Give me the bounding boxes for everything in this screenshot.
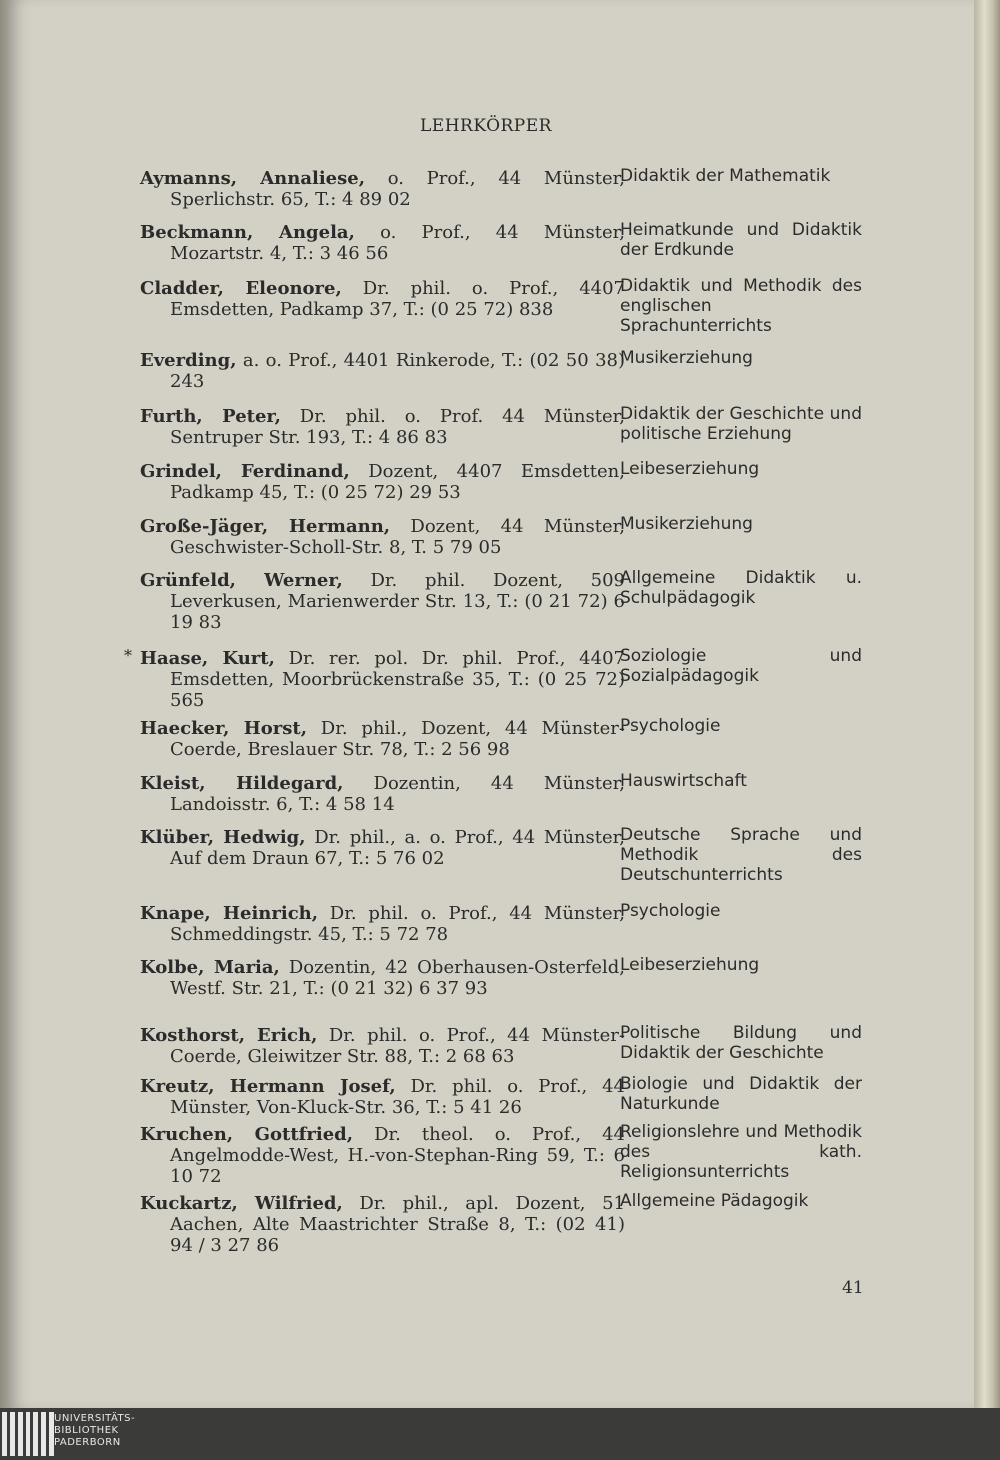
faculty-details: Dozentin, 42 Oberhausen-Osterfeld, Westf. Str. 21, T.: (0 21 32) 6 37 93: [170, 957, 625, 999]
faculty-subject: Deutsche Sprache und Methodik des Deutschunterrichts: [620, 825, 862, 885]
faculty-subject: Heimatkunde und Didaktik der Erdkunde: [620, 220, 862, 260]
faculty-details: o. Prof., 44 Münster, Sperlichstr. 65, T.: 4 89 02: [170, 168, 625, 210]
faculty-person: [140, 461, 625, 503]
faculty-details: o. Prof., 44 Münster, Mozartstr. 4, T.: 3 46 56: [170, 222, 625, 264]
faculty-name: Haase, Kurt,: [140, 648, 275, 669]
faculty-person: [140, 278, 625, 320]
faculty-person: [140, 1025, 625, 1067]
faculty-name: Aymanns, Annaliese,: [140, 168, 365, 189]
faculty-name: Furth, Peter,: [140, 406, 281, 427]
faculty-details: Dozent, 44 Münster, Geschwister-Scholl-Str. 8, T. 5 79 05: [170, 516, 625, 558]
faculty-details: a. o. Prof., 4401 Rinkerode, T.: (02 50 38) 243: [170, 350, 625, 392]
faculty-details: Dr. phil. Dozent, 509 Leverkusen, Marienwerder Str. 13, T.: (0 21 72) 6 19 83: [170, 570, 625, 633]
faculty-person: [140, 1124, 625, 1187]
faculty-person: [140, 222, 625, 264]
faculty-name: Grünfeld, Werner,: [140, 570, 343, 591]
faculty-name: Kuckartz, Wilfried,: [140, 1193, 343, 1214]
faculty-subject: Politische Bildung und Didaktik der Geschichte: [620, 1023, 862, 1063]
faculty-person: [140, 516, 625, 558]
faculty-name: Kreutz, Hermann Josef,: [140, 1076, 396, 1097]
faculty-subject: Didaktik und Methodik des englischen Sprachunterrichts: [620, 276, 862, 336]
faculty-person: [140, 957, 625, 999]
library-logo-icon: [0, 1412, 54, 1456]
faculty-person: [140, 168, 625, 210]
faculty-person: [140, 570, 625, 633]
faculty-details: Dr. phil. o. Prof., 44 Münster, Von-Kluck-Str. 36, T.: 5 41 26: [170, 1076, 625, 1118]
faculty-name: Klüber, Hedwig,: [140, 827, 306, 848]
page-number: 41: [842, 1278, 864, 1298]
faculty-name: Beckmann, Angela,: [140, 222, 355, 243]
faculty-subject: Psychologie: [620, 716, 721, 736]
library-logo-text: UNIVERSITÄTS- BIBLIOTHEK PADERBORN: [54, 1413, 136, 1448]
faculty-person: [140, 350, 625, 392]
faculty-details: Dr. phil. o. Prof., 44 Münster-Coerde, Gleiwitzer Str. 88, T.: 2 68 63: [170, 1025, 625, 1067]
faculty-details: Dr. phil. o. Prof., 4407 Emsdetten, Padkamp 37, T.: (0 25 72) 838: [170, 278, 626, 320]
faculty-name: Kolbe, Maria,: [140, 957, 280, 978]
faculty-subject: Musikerziehung: [620, 514, 753, 534]
faculty-name: Kosthorst, Erich,: [140, 1025, 318, 1046]
faculty-details: Dozent, 4407 Emsdetten, Padkamp 45, T.: (0 25 72) 29 53: [170, 461, 625, 503]
faculty-details: Dr. phil. o. Prof. 44 Münster, Sentruper Str. 193, T.: 4 86 83: [170, 406, 625, 448]
faculty-person: [140, 1193, 625, 1256]
faculty-person: [140, 903, 625, 945]
faculty-subject: Didaktik der Geschichte und politische Erziehung: [620, 404, 862, 444]
faculty-person: [140, 718, 625, 760]
faculty-name: Große-Jäger, Hermann,: [140, 516, 391, 537]
faculty-person: [140, 406, 625, 448]
faculty-subject: Allgemeine Pädagogik: [620, 1191, 809, 1211]
faculty-subject: Didaktik der Mathematik: [620, 166, 831, 186]
faculty-details: Dr. phil., apl. Dozent, 51 Aachen, Alte Maastrichter Straße 8, T.: (02 41) 94 / 3 27 86: [170, 1193, 625, 1256]
faculty-name: Cladder, Eleonore,: [140, 278, 342, 299]
faculty-subject: Leibeserziehung: [620, 459, 760, 479]
faculty-subject: Religionslehre und Methodik des kath. Religionsunterrichts: [620, 1122, 862, 1182]
faculty-details: Dr. rer. pol. Dr. phil. Prof., 4407 Emsdetten, Moorbrückenstraße 35, T.: (0 25 72) 565: [170, 648, 625, 711]
faculty-person: [140, 1076, 625, 1118]
faculty-person: [140, 773, 625, 815]
faculty-subject: Hauswirtschaft: [620, 771, 747, 791]
faculty-name: Grindel, Ferdinand,: [140, 461, 350, 482]
faculty-details: Dozentin, 44 Münster, Landoisstr. 6, T.: 4 58 14: [170, 773, 625, 815]
faculty-subject: Leibeserziehung: [620, 955, 760, 975]
faculty-details: Dr. phil. o. Prof., 44 Münster, Schmeddingstr. 45, T.: 5 72 78: [170, 903, 625, 945]
faculty-subject: Allgemeine Didaktik u. Schulpädagogik: [620, 568, 862, 608]
faculty-name: Knape, Heinrich,: [140, 903, 319, 924]
faculty-subject: Musikerziehung: [620, 348, 753, 368]
faculty-subject: Biologie und Didaktik der Naturkunde: [620, 1074, 862, 1114]
faculty-name: Kruchen, Gottfried,: [140, 1124, 354, 1145]
faculty-details: Dr. phil., a. o. Prof., 44 Münster, Auf dem Draun 67, T.: 5 76 02: [170, 827, 625, 869]
faculty-person: [140, 648, 625, 711]
footer-bar: [0, 1408, 1000, 1460]
asterisk-marker: *: [124, 646, 132, 665]
faculty-subject: Soziologie und Sozialpädagogik: [620, 646, 862, 686]
faculty-details: Dr. phil., Dozent, 44 Münster-Coerde, Breslauer Str. 78, T.: 2 56 98: [170, 718, 625, 760]
faculty-name: Haecker, Horst,: [140, 718, 307, 739]
page-header: LEHRKÖRPER: [420, 116, 552, 136]
page-edge: [974, 0, 1000, 1408]
faculty-details: Dr. theol. o. Prof., 44 Angelmodde-West, H.-von-Stephan-Ring 59, T.: 6 10 72: [170, 1124, 625, 1187]
faculty-name: Everding,: [140, 350, 237, 371]
faculty-subject: Psychologie: [620, 901, 721, 921]
faculty-person: [140, 827, 625, 869]
faculty-name: Kleist, Hildegard,: [140, 773, 344, 794]
